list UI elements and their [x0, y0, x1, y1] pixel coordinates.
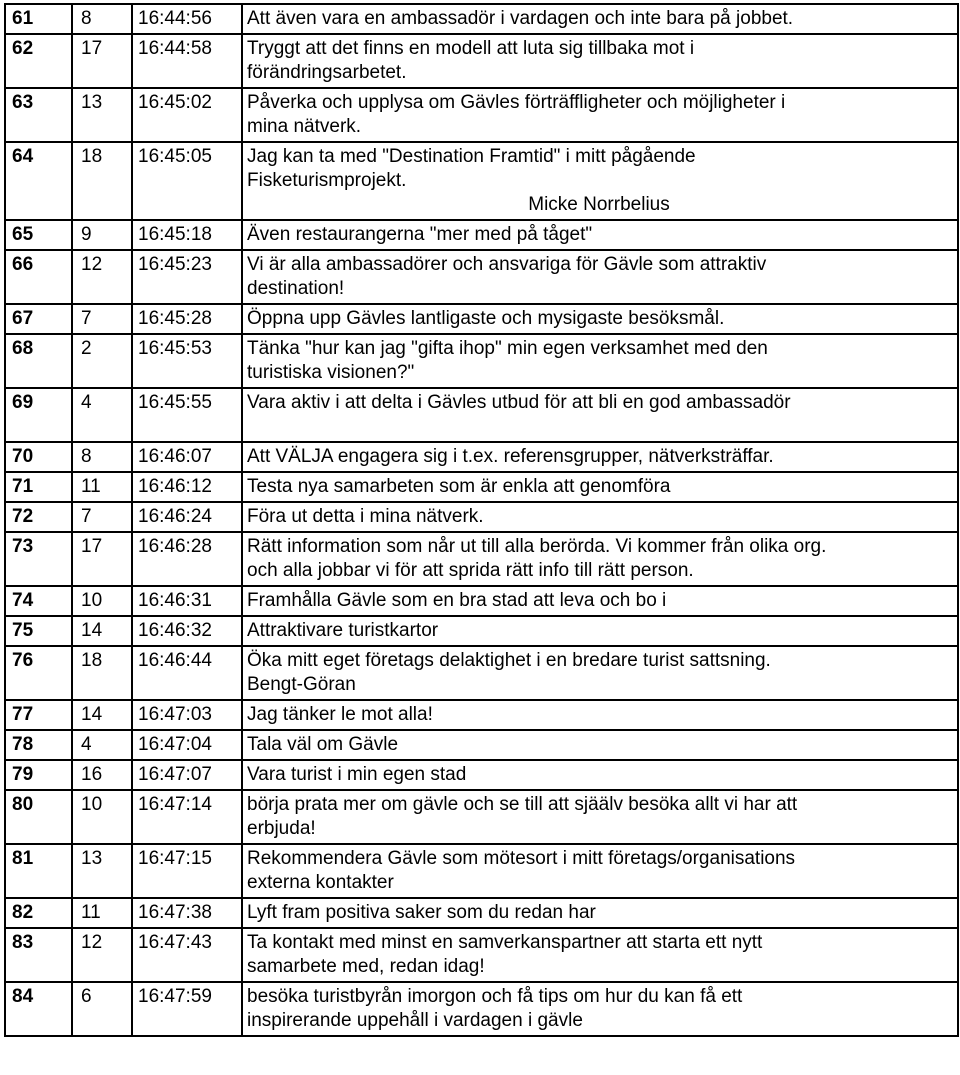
row-number-cell: 77 [5, 700, 72, 730]
row-number-cell: 61 [5, 4, 72, 34]
vote-count-cell: 8 [72, 442, 132, 472]
timestamp-cell: 16:46:28 [132, 532, 242, 586]
response-text-cell [242, 502, 958, 532]
response-text-line: mina nätverk. [247, 116, 362, 137]
timestamp-cell: 16:45:05 [132, 142, 242, 220]
vote-count-cell: 4 [72, 388, 132, 442]
timestamp-cell: 16:44:56 [132, 4, 242, 34]
response-text-line: samarbete med, redan idag! [247, 956, 485, 977]
timestamp-cell: 16:47:07 [132, 760, 242, 790]
response-text-line: Öka mitt eget företags delaktighet i en bredare turist sattsning. [247, 650, 771, 671]
timestamp-cell: 16:47:14 [132, 790, 242, 844]
table-row [5, 844, 958, 898]
table-row [5, 700, 958, 730]
response-text-cell [242, 142, 958, 220]
row-number-cell: 79 [5, 760, 72, 790]
row-number-cell: 81 [5, 844, 72, 898]
table-row [5, 250, 958, 304]
response-text-line: börja prata mer om gävle och se till att sjäälv besöka allt vi har att [247, 794, 798, 815]
vote-count-cell: 11 [72, 472, 132, 502]
vote-count-cell: 4 [72, 730, 132, 760]
row-number-cell: 62 [5, 34, 72, 88]
response-text-line: Fisketurismprojekt. [247, 170, 407, 191]
response-text-cell [242, 34, 958, 88]
vote-count-cell: 16 [72, 760, 132, 790]
response-text-line: externa kontakter [247, 872, 394, 893]
table-row [5, 142, 958, 220]
table-row [5, 898, 958, 928]
table-row [5, 304, 958, 334]
row-number-cell: 68 [5, 334, 72, 388]
response-signature: Micke Norrbelius [528, 194, 670, 215]
response-text-cell [242, 928, 958, 982]
response-text-cell [242, 586, 958, 616]
table-row [5, 502, 958, 532]
response-text-cell [242, 304, 958, 334]
row-number-cell: 75 [5, 616, 72, 646]
timestamp-cell: 16:45:53 [132, 334, 242, 388]
response-text-cell [242, 982, 958, 1036]
response-text-line: Öppna upp Gävles lantligaste och mysigaste besöksmål. [247, 308, 725, 329]
vote-count-cell: 7 [72, 304, 132, 334]
timestamp-cell: 16:47:15 [132, 844, 242, 898]
vote-count-cell: 8 [72, 4, 132, 34]
vote-count-cell: 14 [72, 700, 132, 730]
vote-count-cell: 9 [72, 220, 132, 250]
table-row [5, 928, 958, 982]
table-row [5, 586, 958, 616]
response-text-line: Attraktivare turistkartor [247, 620, 439, 641]
vote-count-cell: 10 [72, 586, 132, 616]
response-text-cell [242, 388, 958, 442]
timestamp-cell: 16:46:24 [132, 502, 242, 532]
row-number-cell: 70 [5, 442, 72, 472]
response-text-line: erbjuda! [247, 818, 316, 839]
row-number-cell: 64 [5, 142, 72, 220]
timestamp-cell: 16:45:02 [132, 88, 242, 142]
table-row [5, 88, 958, 142]
responses-table-body [5, 4, 958, 1036]
response-text-line: Rätt information som når ut till alla berörda. Vi kommer från olika org. [247, 536, 827, 557]
row-number-cell: 80 [5, 790, 72, 844]
vote-count-cell: 10 [72, 790, 132, 844]
timestamp-cell: 16:47:43 [132, 928, 242, 982]
vote-count-cell: 17 [72, 532, 132, 586]
table-row [5, 790, 958, 844]
row-number-cell: 66 [5, 250, 72, 304]
response-text-cell [242, 700, 958, 730]
table-row [5, 388, 958, 442]
row-number-cell: 76 [5, 646, 72, 700]
timestamp-cell: 16:46:32 [132, 616, 242, 646]
response-text-line: Påverka och upplysa om Gävles förträffligheter och möjligheter i [247, 92, 786, 113]
response-text-line: Bengt-Göran [247, 674, 356, 695]
row-number-cell: 63 [5, 88, 72, 142]
response-text-line: Att även vara en ambassadör i vardagen och inte bara på jobbet. [247, 8, 794, 29]
response-text-cell [242, 844, 958, 898]
response-text-cell [242, 442, 958, 472]
table-row [5, 730, 958, 760]
timestamp-cell: 16:46:31 [132, 586, 242, 616]
response-text-line: och alla jobbar vi för att sprida rätt info till rätt person. [247, 560, 694, 581]
response-text-line: Rekommendera Gävle som mötesort i mitt företags/organisations [247, 848, 796, 869]
response-text-line: destination! [247, 278, 345, 299]
vote-count-cell: 17 [72, 34, 132, 88]
row-number-cell: 82 [5, 898, 72, 928]
timestamp-cell: 16:46:07 [132, 442, 242, 472]
timestamp-cell: 16:45:28 [132, 304, 242, 334]
table-row [5, 334, 958, 388]
response-text-cell [242, 646, 958, 700]
timestamp-cell: 16:47:59 [132, 982, 242, 1036]
response-text-cell [242, 334, 958, 388]
timestamp-cell: 16:47:38 [132, 898, 242, 928]
row-number-cell: 72 [5, 502, 72, 532]
response-text-cell [242, 220, 958, 250]
timestamp-cell: 16:46:12 [132, 472, 242, 502]
row-number-cell: 74 [5, 586, 72, 616]
row-number-cell: 78 [5, 730, 72, 760]
timestamp-cell: 16:44:58 [132, 34, 242, 88]
table-row [5, 532, 958, 586]
timestamp-cell: 16:47:04 [132, 730, 242, 760]
response-text-line: Framhålla Gävle som en bra stad att leva och bo i [247, 590, 667, 611]
response-text-line: förändringsarbetet. [247, 62, 407, 83]
row-number-cell: 65 [5, 220, 72, 250]
timestamp-cell: 16:45:18 [132, 220, 242, 250]
timestamp-cell: 16:45:55 [132, 388, 242, 442]
table-row [5, 220, 958, 250]
response-text-cell [242, 730, 958, 760]
table-row [5, 34, 958, 88]
table-row [5, 646, 958, 700]
row-number-cell: 84 [5, 982, 72, 1036]
response-text-line: Tänka "hur kan jag "gifta ihop" min egen verksamhet med den [247, 338, 768, 359]
response-text-line: Tryggt att det finns en modell att luta sig tillbaka mot i [247, 38, 695, 59]
responses-table [4, 3, 959, 1037]
response-text-line: Att VÄLJA engagera sig i t.ex. referensgrupper, nätverksträffar. [247, 446, 774, 467]
response-text-cell [242, 4, 958, 34]
table-row [5, 442, 958, 472]
vote-count-cell: 13 [72, 844, 132, 898]
row-number-cell: 71 [5, 472, 72, 502]
response-text-line [247, 415, 951, 439]
response-text-line: besöka turistbyrån imorgon och få tips om hur du kan få ett [247, 986, 743, 1007]
timestamp-cell: 16:46:44 [132, 646, 242, 700]
response-text-cell [242, 532, 958, 586]
response-text-line: Föra ut detta i mina nätverk. [247, 506, 484, 527]
timestamp-cell: 16:47:03 [132, 700, 242, 730]
table-row [5, 616, 958, 646]
vote-count-cell: 18 [72, 646, 132, 700]
response-text-cell [242, 760, 958, 790]
response-text-line: Tala väl om Gävle [247, 734, 399, 755]
row-number-cell: 67 [5, 304, 72, 334]
response-text-cell [242, 898, 958, 928]
vote-count-cell: 13 [72, 88, 132, 142]
response-text-line: Även restaurangerna "mer med på tåget" [247, 224, 593, 245]
vote-count-cell: 2 [72, 334, 132, 388]
response-text-cell [242, 790, 958, 844]
response-text-line: Lyft fram positiva saker som du redan har [247, 902, 596, 923]
vote-count-cell: 6 [72, 982, 132, 1036]
response-text-cell [242, 616, 958, 646]
vote-count-cell: 14 [72, 616, 132, 646]
row-number-cell: 83 [5, 928, 72, 982]
table-row [5, 760, 958, 790]
response-text-line: Vara turist i min egen stad [247, 764, 467, 785]
response-text-line: Vara aktiv i att delta i Gävles utbud för att bli en god ambassadör [247, 392, 791, 413]
response-text-line: inspirerande uppehåll i vardagen i gävle [247, 1010, 583, 1031]
response-text-line: Testa nya samarbeten som är enkla att genomföra [247, 476, 671, 497]
vote-count-cell: 11 [72, 898, 132, 928]
timestamp-cell: 16:45:23 [132, 250, 242, 304]
row-number-cell: 69 [5, 388, 72, 442]
response-text-line: Ta kontakt med minst en samverkanspartner att starta ett nytt [247, 932, 763, 953]
vote-count-cell: 12 [72, 250, 132, 304]
response-text-line: turistiska visionen?" [247, 362, 415, 383]
vote-count-cell: 18 [72, 142, 132, 220]
row-number-cell: 73 [5, 532, 72, 586]
response-text-line: Jag kan ta med "Destination Framtid" i mitt pågående [247, 146, 696, 167]
response-text-line: Jag tänker le mot alla! [247, 704, 433, 725]
table-row [5, 472, 958, 502]
table-row [5, 4, 958, 34]
table-row [5, 982, 958, 1036]
response-text-cell [242, 88, 958, 142]
response-text-cell [242, 472, 958, 502]
response-text-cell [242, 250, 958, 304]
vote-count-cell: 12 [72, 928, 132, 982]
vote-count-cell: 7 [72, 502, 132, 532]
response-text-line: Vi är alla ambassadörer och ansvariga för Gävle som attraktiv [247, 254, 767, 275]
